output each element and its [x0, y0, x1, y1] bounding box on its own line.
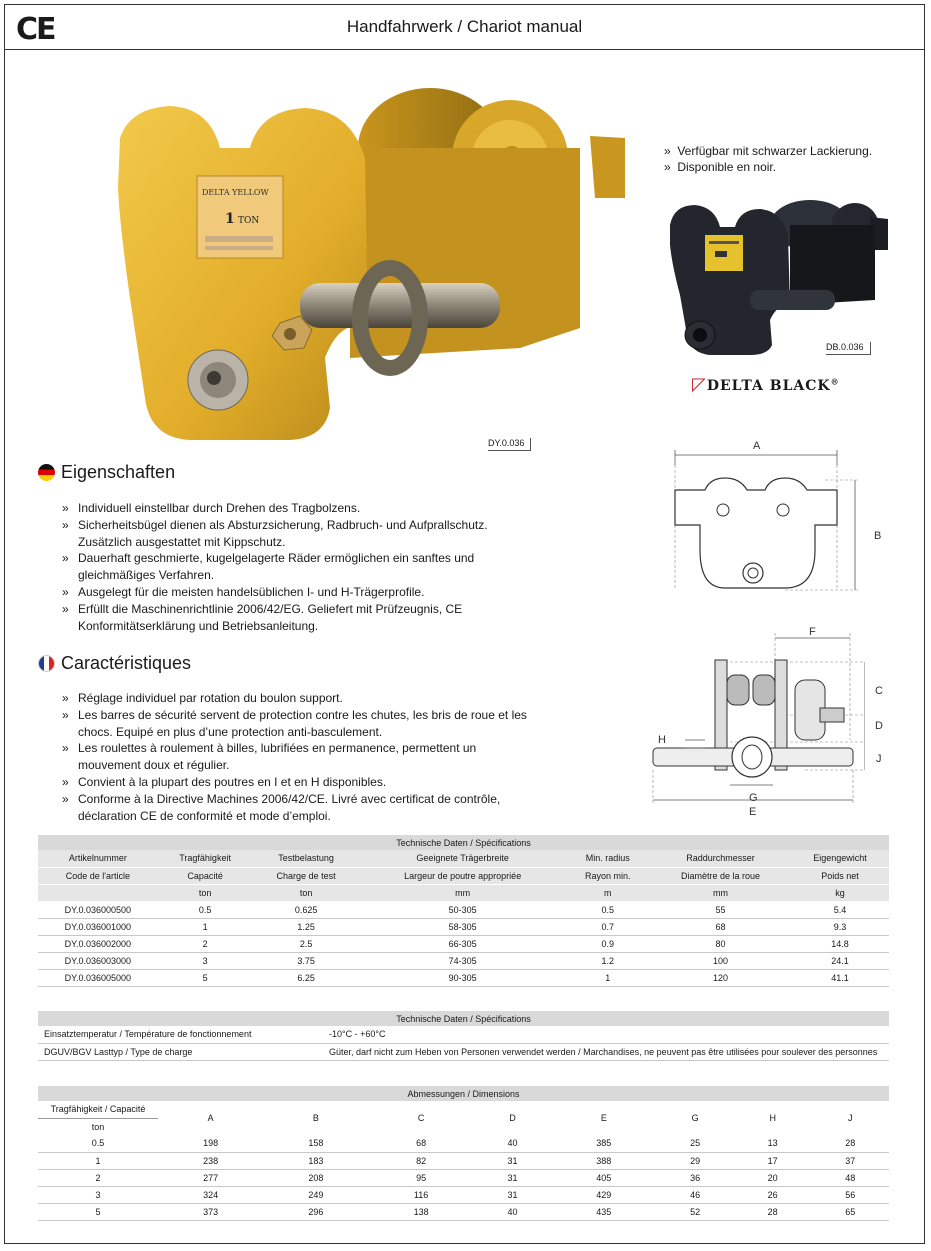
table-cell: DY.0.036005000 [38, 969, 158, 986]
features-de-list [62, 500, 532, 634]
table-cell: 0.5 [158, 901, 253, 918]
table-row [38, 969, 889, 986]
list-item: » Les roulettes à roulement à billes, lubrifiées en permanence, permettent un mouvement doux et régulier. [62, 740, 532, 774]
table-cell: 158 [263, 1135, 368, 1152]
spec-header-fr: Code de l'article [38, 867, 158, 884]
table-cell: 385 [551, 1135, 656, 1152]
dim-label-c: C [875, 685, 883, 697]
french-flag-icon [38, 655, 55, 672]
spec-header-de: Artikelnummer [38, 850, 158, 867]
table-row [38, 1043, 889, 1060]
dim-label-j: J [876, 753, 882, 765]
table-cell: 1.2 [566, 952, 650, 969]
dim-label-g: G [749, 792, 758, 804]
spec-unit: m [566, 884, 650, 901]
spec-unit [38, 884, 158, 901]
plate-unit-text: TON [238, 216, 260, 226]
front-view-drawing [665, 440, 875, 600]
dim-label-d: D [875, 720, 883, 732]
color-option-de: Verfügbar mit schwarzer Lackierung. [677, 144, 873, 158]
table-cell: 277 [158, 1169, 263, 1186]
table-cell: 0.5 [38, 1135, 158, 1152]
table-cell: 65 [811, 1203, 889, 1220]
table-row [38, 952, 889, 969]
table-cell: 6.25 [252, 969, 359, 986]
spec-table-caption: Technische Daten / Spécifications [38, 835, 889, 850]
dim-label-b: B [874, 530, 882, 542]
delta-black-brand: DELTA BLACK [706, 378, 831, 394]
table-cell: 41.1 [791, 969, 889, 986]
spec-table [38, 835, 889, 987]
table-cell: 1 [566, 969, 650, 986]
table-cell: 40 [474, 1135, 552, 1152]
spec-header-fr: Capacité [158, 867, 253, 884]
dim-header: J [847, 1113, 853, 1123]
black-trolley-image [660, 195, 890, 360]
tech-table-caption: Technische Daten / Spécifications [38, 1011, 889, 1026]
ce-mark: CE [16, 12, 55, 47]
table-row [38, 901, 889, 918]
dim-header: H [769, 1113, 776, 1123]
table-cell: 3 [38, 1186, 158, 1203]
table-cell: 324 [158, 1186, 263, 1203]
spec-header-fr: Largeur de poutre appropriée [360, 867, 566, 884]
table-cell: 120 [650, 969, 791, 986]
spec-unit: mm [360, 884, 566, 901]
table-cell: 373 [158, 1203, 263, 1220]
table-cell: 0.9 [566, 935, 650, 952]
dim-label-h: H [658, 734, 666, 746]
page-title: Handfahrwerk / Chariot manual [346, 17, 583, 36]
table-cell: 208 [263, 1169, 368, 1186]
table-row [38, 1152, 889, 1169]
color-options [664, 143, 872, 175]
side-view-drawing [645, 630, 865, 810]
spec-header-de: Raddurchmesser [650, 850, 791, 867]
table-cell: 25 [656, 1135, 734, 1152]
plate-brand-text: DELTA YELLOW [202, 188, 269, 197]
spec-header-de: Tragfähigkeit [158, 850, 253, 867]
list-item: » Réglage individuel par rotation du boulon support. [62, 690, 532, 707]
table-cell: 198 [158, 1135, 263, 1152]
header [4, 4, 925, 50]
table-row [38, 1026, 889, 1043]
table-cell: 17 [734, 1152, 812, 1169]
spec-unit: ton [158, 884, 253, 901]
dim-first-header: Tragfähigkeit / Capacité [38, 1101, 158, 1118]
spec-unit: kg [791, 884, 889, 901]
list-item: » Sicherheitsbügel dienen als Absturzsicherung, Radbruch- und Aufprallschutz. Zusätzlich ausgestattet mit Kippschutz. [62, 517, 532, 551]
spec-header-de: Geeignete Trägerbreite [360, 850, 566, 867]
features-de-title [38, 462, 175, 483]
table-cell: 58-305 [360, 918, 566, 935]
table-cell: 0.5 [566, 901, 650, 918]
dim-label-e: E [749, 806, 757, 818]
list-item: » Erfüllt die Maschinenrichtlinie 2006/42/EG. Geliefert mit Prüfzeugnis, CE Konformitätserklärung und Betriebsanleitung. [62, 601, 532, 635]
table-cell: 138 [368, 1203, 473, 1220]
table-cell: 74-305 [360, 952, 566, 969]
table-cell: 82 [368, 1152, 473, 1169]
table-cell: 3.75 [252, 952, 359, 969]
dim-label-f: F [809, 626, 816, 638]
delta-black-logo: ◸DELTA BLACK® [692, 374, 840, 395]
list-item: » Individuell einstellbar durch Drehen des Tragbolzens. [62, 500, 532, 517]
table-cell: 46 [656, 1186, 734, 1203]
table-cell: 5.4 [791, 901, 889, 918]
table-cell: 68 [650, 918, 791, 935]
spec-header-de: Eigengewicht [791, 850, 889, 867]
table-cell: 56 [811, 1186, 889, 1203]
table-cell: 5 [158, 969, 253, 986]
table-cell: 80 [650, 935, 791, 952]
table-row [38, 1186, 889, 1203]
table-cell: 183 [263, 1152, 368, 1169]
table-cell: 40 [474, 1203, 552, 1220]
dim-header: E [600, 1113, 607, 1123]
spec-unit: ton [252, 884, 359, 901]
yellow-product-code: DY.0.036 [488, 438, 531, 451]
dim-header: A [207, 1113, 214, 1123]
color-option-item: » Verfügbar mit schwarzer Lackierung. [664, 144, 873, 158]
table-cell: 5 [38, 1203, 158, 1220]
table-cell: 1 [38, 1152, 158, 1169]
table-cell: DY.0.036003000 [38, 952, 158, 969]
table-cell: 296 [263, 1203, 368, 1220]
spec-header-fr: Rayon min. [566, 867, 650, 884]
table-cell: DY.0.036002000 [38, 935, 158, 952]
table-cell: DGUV/BGV Lasttyp / Type de charge [38, 1043, 323, 1060]
dim-label-a: A [753, 440, 761, 452]
black-product-code: DB.0.036 [826, 342, 871, 355]
table-cell: -10°C - +60°C [323, 1026, 889, 1043]
table-cell: 29 [656, 1152, 734, 1169]
table-row [38, 1203, 889, 1220]
table-cell: 52 [656, 1203, 734, 1220]
delta-black-reg: ® [830, 376, 840, 387]
table-row [38, 935, 889, 952]
table-cell: 100 [650, 952, 791, 969]
table-cell: Güter, darf nicht zum Heben von Personen verwendet werden / Marchandises, ne peuvent pas être utilisées pour soulever des personnes [323, 1043, 889, 1060]
table-cell: 249 [263, 1186, 368, 1203]
tech-table [38, 1011, 889, 1061]
table-row [38, 918, 889, 935]
table-cell: 2 [158, 935, 253, 952]
dim-header: B [312, 1113, 319, 1123]
spec-header-fr: Diamètre de la roue [650, 867, 791, 884]
table-cell: 1 [158, 918, 253, 935]
table-cell: 20 [734, 1169, 812, 1186]
table-cell: 68 [368, 1135, 473, 1152]
table-row [38, 1169, 889, 1186]
dim-table-caption: Abmessungen / Dimensions [38, 1086, 889, 1101]
list-item: » Ausgelegt für die meisten handelsüblichen I- und H-Trägerprofile. [62, 584, 532, 601]
table-cell: 37 [811, 1152, 889, 1169]
table-cell: 0.625 [252, 901, 359, 918]
table-cell: 28 [734, 1203, 812, 1220]
table-cell: Einsatztemperatur / Température de fonctionnement [38, 1026, 323, 1043]
table-row [38, 1135, 889, 1152]
dim-table [38, 1086, 889, 1221]
spec-header-fr: Poids net [791, 867, 889, 884]
table-cell: 13 [734, 1135, 812, 1152]
list-item: » Dauerhaft geschmierte, kugelgelagerte Räder ermöglichen ein sanftes und gleichmäßiges Verfahren. [62, 550, 532, 584]
features-fr-title [38, 653, 191, 674]
table-cell: 2 [38, 1169, 158, 1186]
table-cell: DY.0.036000500 [38, 901, 158, 918]
table-cell: 31 [474, 1169, 552, 1186]
table-cell: 116 [368, 1186, 473, 1203]
table-cell: 0.7 [566, 918, 650, 935]
dim-header: C [417, 1113, 425, 1123]
table-cell: 2.5 [252, 935, 359, 952]
german-flag-icon [38, 464, 55, 481]
dim-first-unit: ton [91, 1121, 105, 1132]
table-cell: 1.25 [252, 918, 359, 935]
list-item: » Les barres de sécurité servent de protection contre les chutes, les bris de roue et les chocs. Equipé en plus d’une protection anti-basculement. [62, 707, 532, 741]
table-cell: 48 [811, 1169, 889, 1186]
table-cell: 3 [158, 952, 253, 969]
features-fr-list [62, 690, 532, 824]
table-cell: 90-305 [360, 969, 566, 986]
table-cell: 36 [656, 1169, 734, 1186]
table-cell: 405 [551, 1169, 656, 1186]
table-cell: 388 [551, 1152, 656, 1169]
table-cell: 9.3 [791, 918, 889, 935]
table-cell: 95 [368, 1169, 473, 1186]
table-cell: 14.8 [791, 935, 889, 952]
spec-unit: mm [650, 884, 791, 901]
color-option-item: » Disponible en noir. [664, 160, 777, 174]
list-item: » Conforme à la Directive Machines 2006/42/CE. Livré avec certificat de contrôle, déclaration CE de conformité et mode d’emploi. [62, 791, 532, 825]
spec-header-de: Testbelastung [252, 850, 359, 867]
table-cell: 66-305 [360, 935, 566, 952]
table-cell: DY.0.036001000 [38, 918, 158, 935]
features-de-heading: Eigenschaften [61, 462, 176, 482]
table-cell: 31 [474, 1186, 552, 1203]
table-cell: 28 [811, 1135, 889, 1152]
table-cell: 24.1 [791, 952, 889, 969]
dim-header: G [691, 1113, 699, 1123]
table-cell: 435 [551, 1203, 656, 1220]
spec-header-fr: Charge de test [252, 867, 359, 884]
plate-capacity-text: 1 [225, 211, 235, 227]
table-cell: 26 [734, 1186, 812, 1203]
table-cell: 50-305 [360, 901, 566, 918]
color-option-fr: Disponible en noir. [677, 160, 777, 174]
table-cell: 31 [474, 1152, 552, 1169]
list-item: » Convient à la plupart des poutres en I et en H disponibles. [62, 774, 532, 791]
yellow-trolley-image [90, 78, 635, 448]
table-cell: 429 [551, 1186, 656, 1203]
features-fr-heading: Caractéristiques [61, 653, 192, 673]
table-cell: 55 [650, 901, 791, 918]
table-cell: 238 [158, 1152, 263, 1169]
dim-header: D [509, 1113, 516, 1123]
spec-header-de: Min. radius [566, 850, 650, 867]
